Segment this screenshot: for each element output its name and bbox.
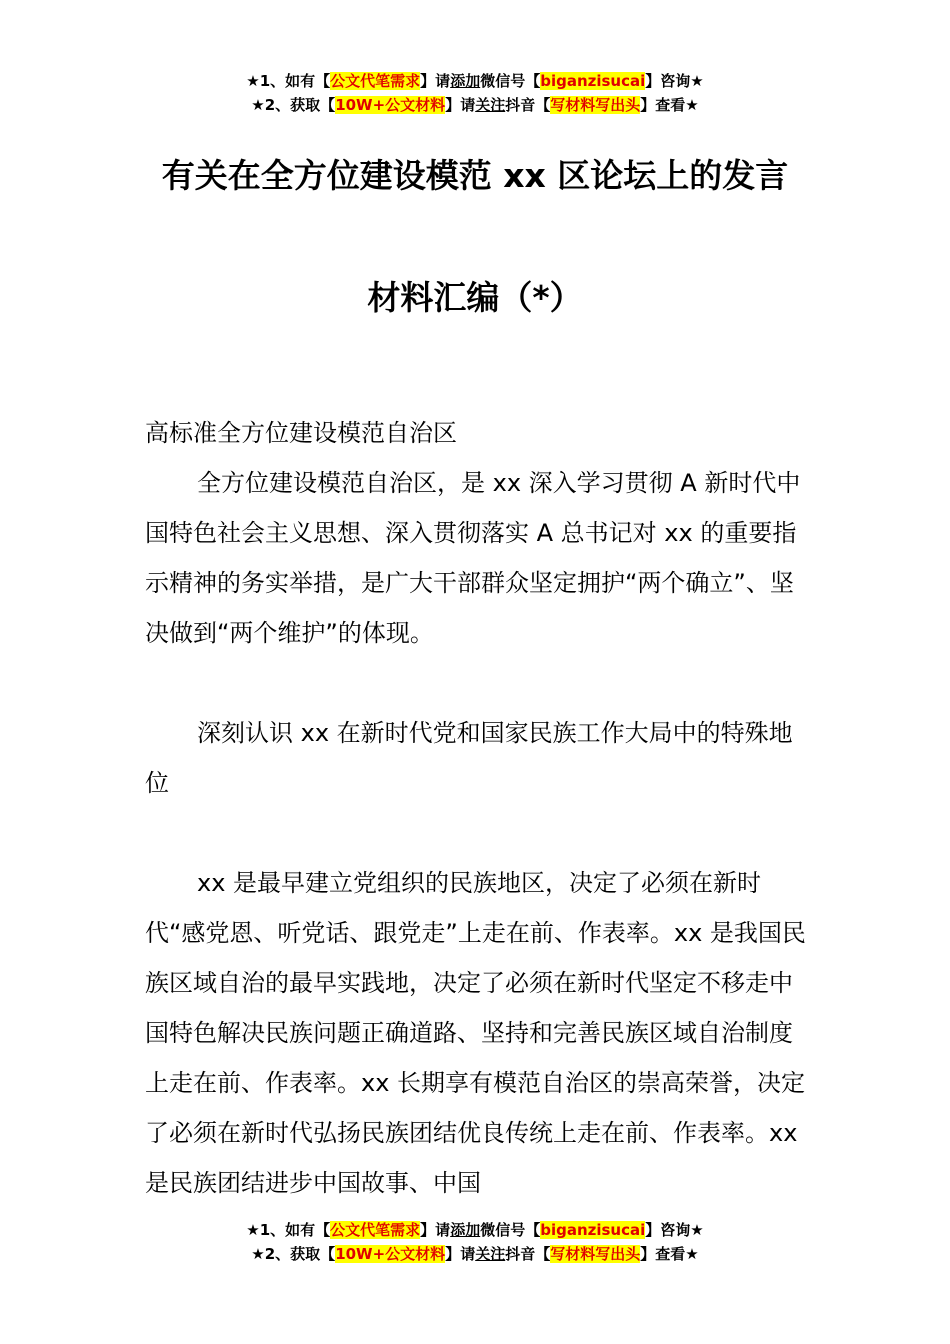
banner-highlight: biganzisucai — [540, 72, 646, 90]
document-title-line-1: 有关在全方位建设模范 xx 区论坛上的发言 — [161, 156, 789, 195]
banner-highlight: 公文代笔需求 — [330, 72, 421, 90]
banner-underline: 添加 — [450, 72, 481, 90]
banner-line-2 — [0, 93, 950, 117]
banner-line-1 — [0, 69, 950, 93]
footer-banner — [0, 1218, 950, 1266]
banner-text: ★1、如有【 — [246, 72, 331, 90]
banner-text: ★2、获取【 — [251, 96, 336, 114]
banner-line-1 — [0, 1218, 950, 1242]
banner-text: ★1、如有【 — [246, 1221, 331, 1239]
document-title-line-2: 材料汇编（*） — [367, 278, 583, 317]
banner-text: 微信号【 — [480, 72, 541, 90]
banner-highlight: 写材料写出头 — [550, 1245, 641, 1263]
banner-text: 抖音【 — [505, 96, 551, 114]
banner-highlight: biganzisucai — [540, 1221, 646, 1239]
banner-text: 】请 — [445, 1245, 476, 1263]
banner-text: 】请 — [420, 1221, 451, 1239]
banner-text: 】查看★ — [640, 96, 699, 114]
banner-text: ★2、获取【 — [251, 1245, 336, 1263]
banner-highlight: 公文代笔需求 — [330, 1221, 421, 1239]
header-banner — [0, 69, 950, 117]
banner-highlight: 10W+公文材料 — [335, 96, 446, 114]
banner-underline: 关注 — [475, 96, 506, 114]
banner-text: 微信号【 — [480, 1221, 541, 1239]
banner-text: 抖音【 — [505, 1245, 551, 1263]
banner-line-2 — [0, 1242, 950, 1266]
section-heading: 高标准全方位建设模范自治区 — [145, 419, 457, 447]
document-body — [145, 408, 807, 1208]
banner-text: 】请 — [445, 96, 476, 114]
banner-underline: 添加 — [450, 1221, 481, 1239]
banner-highlight: 10W+公文材料 — [335, 1245, 446, 1263]
banner-text: 】查看★ — [640, 1245, 699, 1263]
paragraph: xx 是最早建立党组织的民族地区，决定了必须在新时代“感党恩、听党话、跟党走”上走在前、作表率。xx 是我国民族区域自治的最早实践地，决定了必须在新时代坚定不移走中国特色解决民族问题正确道路、坚持和完善民族区域自治制度上走在前、作表率。xx 长期享有模范自治区的崇高荣誉，决定了必须在新时代弘扬民族团结优良传统上走在前、作表率。xx 是民族团结进步中国故事、中国 — [145, 869, 806, 1197]
banner-underline: 关注 — [475, 1245, 506, 1263]
banner-text: 】请 — [420, 72, 451, 90]
banner-highlight: 写材料写出头 — [550, 96, 641, 114]
paragraph: 全方位建设模范自治区，是 xx 深入学习贯彻 A 新时代中国特色社会主义思想、深入贯彻落实 A 总书记对 xx 的重要指示精神的务实举措，是广大干部群众坚定拥护“两个确立”、坚决做到“两个维护”的体现。 — [145, 469, 801, 647]
banner-text: 】咨询★ — [645, 72, 704, 90]
section-heading: 深刻认识 xx 在新时代党和国家民族工作大局中的特殊地位 — [145, 719, 793, 797]
banner-text: 】咨询★ — [645, 1221, 704, 1239]
